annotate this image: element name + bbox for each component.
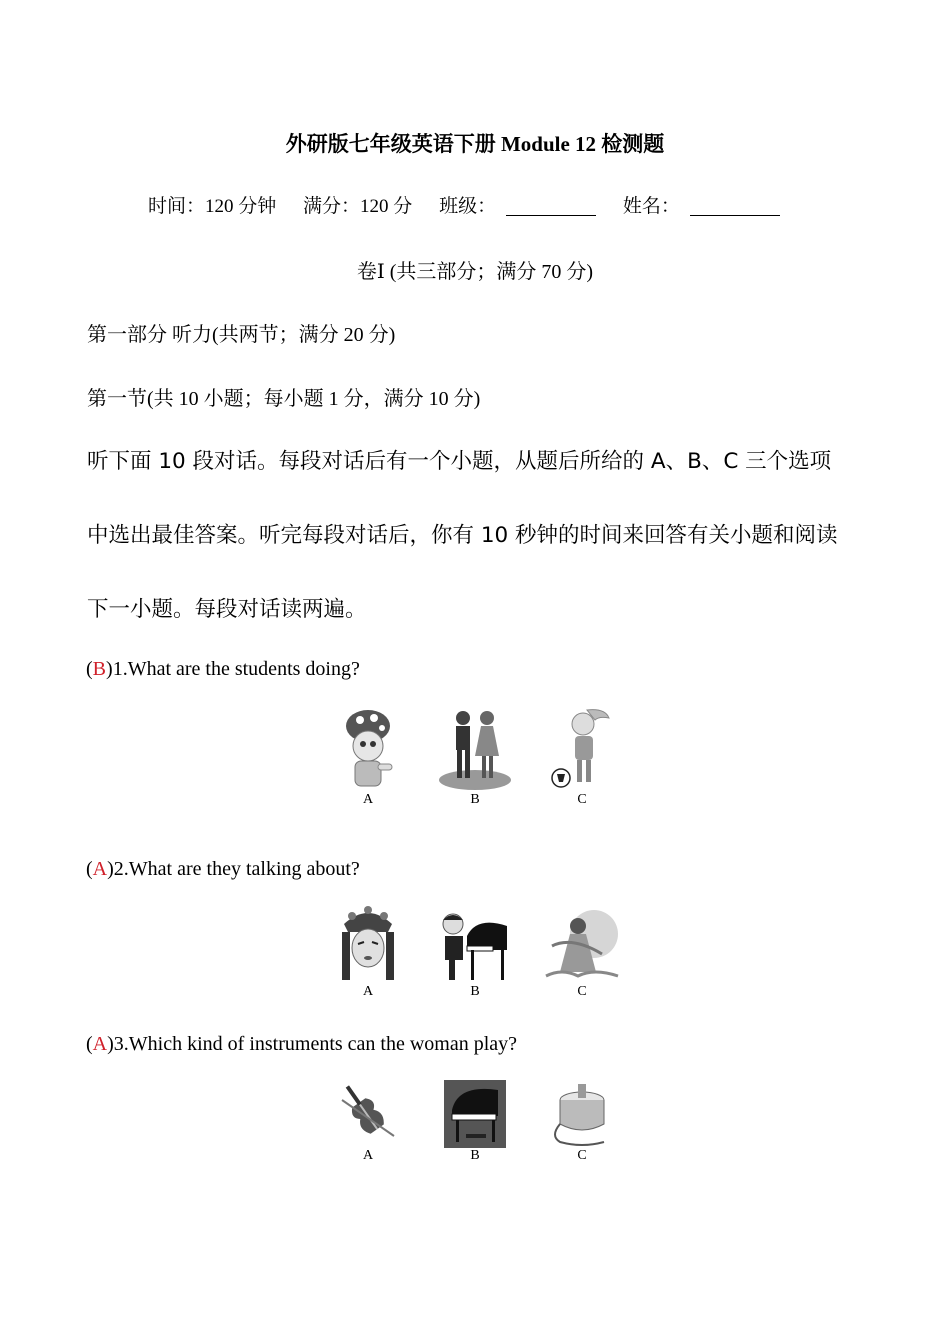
- class-blank[interactable]: [506, 197, 596, 216]
- option-label: B: [470, 984, 480, 999]
- option-c[interactable]: [542, 906, 622, 1006]
- peking-opera-icon: [336, 906, 400, 984]
- option-a[interactable]: [328, 906, 408, 1006]
- option-label: B: [470, 792, 480, 807]
- option-a[interactable]: [328, 1080, 408, 1180]
- answer-mark: B: [92, 658, 107, 680]
- option-label: C: [577, 984, 587, 999]
- option-c[interactable]: [542, 1080, 622, 1180]
- instruction-line: 听下面 10 段对话。每段对话后有一个小题，从题后所给的 A、B、C 三个选项: [87, 449, 832, 474]
- question-2: (A)2.What are they talking about?: [86, 858, 360, 880]
- question-number: 1: [112, 658, 123, 680]
- part-heading: 第一部分 听力(共两节；满分 20 分): [87, 324, 396, 346]
- volume-heading: 卷Ⅰ (共三部分；满分 70 分): [356, 261, 594, 283]
- name-label: 姓名：: [622, 196, 680, 217]
- option-label: B: [470, 1148, 480, 1163]
- option-label: C: [577, 792, 587, 807]
- girl-soccer-icon: [547, 706, 617, 792]
- time-value: 120 分钟: [205, 196, 277, 217]
- time-label: 时间：: [148, 196, 206, 217]
- class-label: 班级：: [439, 196, 497, 217]
- exam-meta: [148, 191, 780, 218]
- question-text: Which kind of instruments can the woman play?: [128, 1033, 518, 1055]
- question-1: (B)1.What are the students doing?: [86, 658, 360, 680]
- section-heading: 第一节(共 10 小题；每小题 1 分，满分 10 分): [87, 388, 481, 410]
- option-a[interactable]: [328, 706, 408, 806]
- option-label: C: [577, 1148, 587, 1163]
- question-text: What are they talking about?: [128, 858, 360, 880]
- option-label: A: [362, 1148, 374, 1163]
- moon-fairy-icon: [542, 906, 622, 984]
- option-b[interactable]: [435, 906, 515, 1006]
- piano-player-icon: [437, 906, 513, 984]
- name-blank[interactable]: [690, 197, 780, 216]
- question-text: What are the students doing?: [127, 658, 360, 680]
- answer-mark: A: [92, 858, 108, 880]
- option-b[interactable]: [435, 706, 515, 806]
- drum-icon: [550, 1080, 614, 1148]
- answer-mark: A: [92, 1033, 108, 1055]
- option-label: A: [362, 792, 374, 807]
- question-number: 3: [113, 1033, 124, 1055]
- dancing-couple-icon: [435, 706, 515, 792]
- option-label: A: [362, 984, 374, 999]
- question-3: (A)3.Which kind of instruments can the woman play?: [86, 1033, 518, 1055]
- question-number: 2: [113, 858, 124, 880]
- score-value: 120 分: [360, 196, 413, 217]
- violin-icon: [336, 1080, 400, 1148]
- option-b[interactable]: [435, 1080, 515, 1180]
- option-c[interactable]: [542, 706, 622, 806]
- instruction-line: 下一小题。每段对话读两遍。: [87, 597, 367, 622]
- girl-pirate-hat-icon: [338, 706, 398, 792]
- instruction-line: 中选出最佳答案。听完每段对话后，你有 10 秒钟的时间来回答有关小题和阅读: [87, 523, 838, 548]
- score-label: 满分：: [303, 196, 361, 217]
- grand-piano-icon: [444, 1080, 506, 1148]
- page-title: 外研版七年级英语下册 Module 12 检测题: [285, 132, 665, 156]
